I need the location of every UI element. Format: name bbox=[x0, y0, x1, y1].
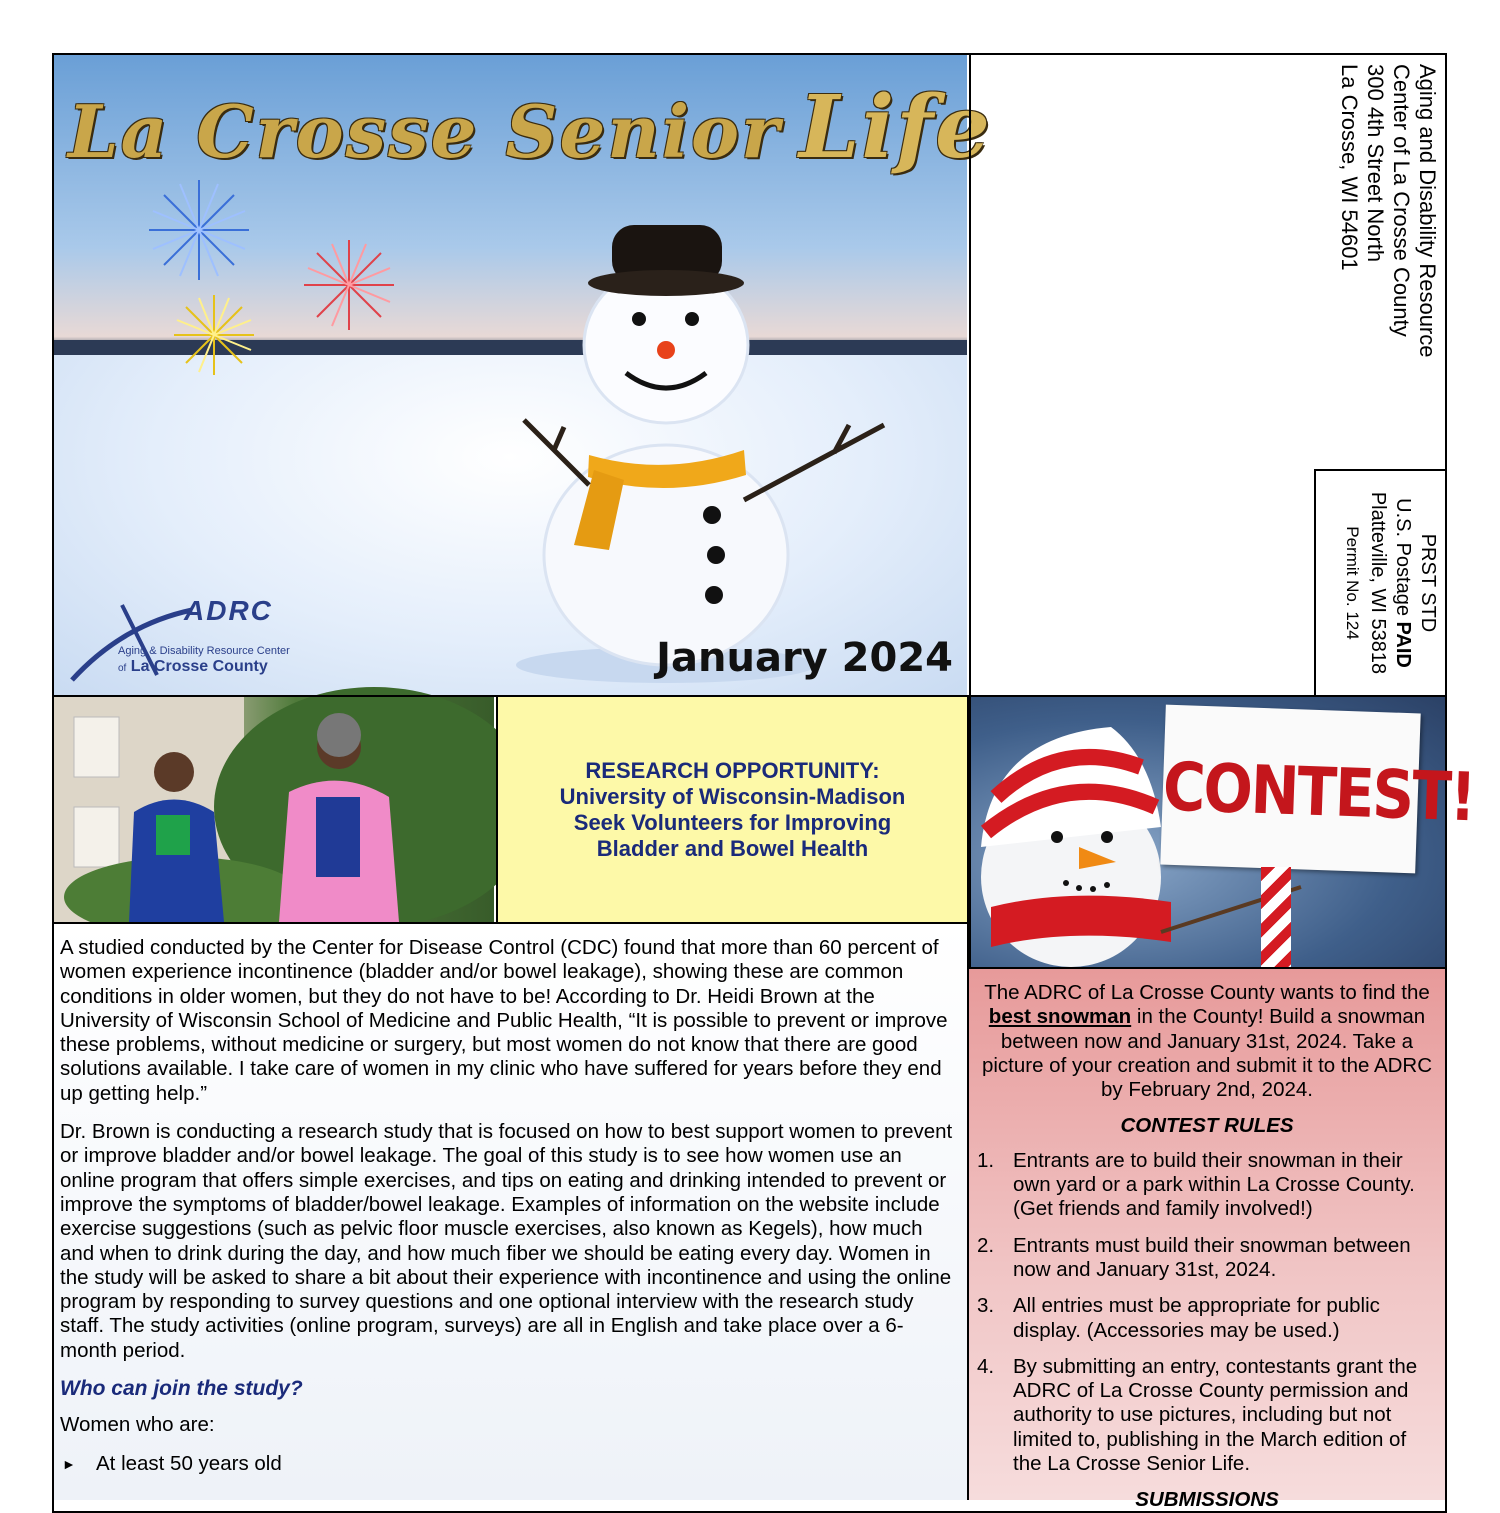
contest-intro-highlight: best snowman bbox=[988, 1005, 1132, 1029]
postage-line2-prefix: U.S. Postage bbox=[1392, 498, 1414, 616]
contest-rule bbox=[977, 1294, 1437, 1343]
firework-red bbox=[304, 240, 394, 330]
return-address-line3: 300 4th Street North bbox=[1363, 64, 1388, 263]
rule-number: 4. bbox=[977, 1354, 995, 1378]
research-heading-line1: RESEARCH OPPORTUNITY: bbox=[585, 757, 880, 783]
photo-women-walking bbox=[54, 697, 494, 922]
return-address-line4: La Crosse, WI 54601 bbox=[1337, 64, 1362, 271]
cover-photo-snowman bbox=[54, 55, 992, 695]
rule-text: Entrants are to build their snowman in their own yard or a park within La Crosse County. (Get friends and family involved!) bbox=[1013, 1148, 1415, 1221]
contest-panel bbox=[969, 969, 1445, 1512]
return-address-line1: Aging and Disability Resource bbox=[1415, 64, 1440, 358]
rule-number: 2. bbox=[977, 1233, 995, 1257]
contest-rule bbox=[977, 1149, 1437, 1222]
candy-cane-pole bbox=[1261, 867, 1291, 967]
firework-yellow bbox=[174, 295, 254, 375]
submissions-heading: SUBMISSIONS bbox=[1135, 1488, 1279, 1512]
contest-intro bbox=[977, 981, 1437, 1102]
snowman-illustration bbox=[494, 215, 854, 685]
postage-indicia bbox=[1340, 478, 1440, 688]
postage-line4: Permit No. 124 bbox=[1343, 526, 1362, 640]
snowman-eye-left bbox=[632, 312, 646, 326]
rule-text: All entries must be appropriate for public display. (Accessories may be used.) bbox=[1013, 1294, 1380, 1342]
masthead-title-accent: Life bbox=[799, 77, 992, 178]
carrot-nose bbox=[657, 341, 675, 359]
firework-blue bbox=[149, 180, 249, 280]
adrc-logo-county: La Crosse County bbox=[130, 658, 268, 675]
divider-h1 bbox=[54, 695, 1445, 697]
research-heading-box bbox=[496, 697, 967, 922]
research-heading-line2: University of Wisconsin-Madison bbox=[559, 783, 906, 809]
contest-intro-before: The ADRC of La Crosse County wants to find the bbox=[984, 981, 1430, 1004]
adrc-logo-line1: Aging & Disability Resource Center bbox=[118, 645, 290, 657]
rule-number: 3. bbox=[977, 1294, 995, 1318]
research-heading bbox=[560, 758, 906, 862]
article-paragraph-2: Dr. Brown is conducting a research study that is focused on how to best support women to prevent or improve bladder and/or bowel leakage. The goal of this study is to see how women use an online program that offers simple exercises, and tips on eating and drinking intended to prevent or improve the symptoms of bladder/bowel leakage. Examples of information on the website include exercise suggestions (such as pelvic floor muscle exercises, also known as Kegels), how much and when to drink during the day, and how much fiber we should be eating every day. Women in the study will be asked to share a bit about their experience with incontinence and using the online program by responding to survey questions and one optional interview with the research study staff. The study activities (online program, surveys) are all in English and take place over a 6-month period. bbox=[60, 1120, 953, 1362]
hat-brim bbox=[588, 270, 744, 296]
postage-line1: PRST STD bbox=[1417, 533, 1439, 633]
button-3 bbox=[705, 586, 723, 604]
article-paragraph-1: A studied conducted by the Center for Disease Control (CDC) found that more than 60 percent of women experience incontinence (bladder and/or bowel leakage), showing these are common conditions in older women, but they do not have to be! According to Dr. Heidi Brown at the University of Wisconsin School of Medicine and Public Health, “It is possible to prevent or improve these problems, without medicine or surgery, but most women do not know that there are good solutions available. I take care of women in my clinic who have suffered for years before they end up getting help.” bbox=[60, 936, 948, 1105]
rule-number: 1. bbox=[977, 1148, 995, 1172]
research-article bbox=[54, 924, 967, 1500]
contest-sign bbox=[1160, 705, 1476, 874]
masthead-title bbox=[68, 77, 992, 178]
contest-rule bbox=[977, 1355, 1437, 1476]
rule-text: By submitting an entry, contestants grant the ADRC of La Crosse County permission and authority to use pictures, including but not limited to, publishing in the March edition of the La Crosse Senior Life. bbox=[1013, 1354, 1418, 1476]
button-1 bbox=[703, 506, 721, 524]
button-2 bbox=[707, 546, 725, 564]
eligibility-bullet-1: ► At least 50 years old bbox=[60, 1452, 959, 1476]
contest-sign-text: CONTEST! bbox=[1161, 747, 1476, 837]
fireworks-illustration bbox=[114, 175, 404, 385]
postage-paid: PAID bbox=[1392, 621, 1414, 668]
eligibility-intro: Women who are: bbox=[60, 1413, 215, 1437]
rule-text: Entrants must build their snowman between now and January 31st, 2024. bbox=[1013, 1233, 1411, 1281]
contest-intro-after: in the County! Build a snowman between now and January 31st, 2024. Take a picture of your creation and submit it to the ADRC by February 2nd, 2024. bbox=[981, 1005, 1433, 1102]
adrc-logo-line2 bbox=[118, 658, 268, 676]
snowman-eye-right bbox=[685, 312, 699, 326]
research-heading-line4: Bladder and Bowel Health bbox=[596, 835, 869, 861]
research-heading-line3: Seek Volunteers for Improving bbox=[573, 809, 892, 835]
walking-women-illustration bbox=[54, 697, 494, 922]
contest-rules-heading: CONTEST RULES bbox=[1120, 1114, 1294, 1138]
adrc-logo-of: of bbox=[118, 663, 127, 674]
return-address-line2: Center of La Crosse County bbox=[1389, 64, 1414, 337]
postage-line3: Platteville, WI 53818 bbox=[1367, 491, 1389, 675]
masthead-title-main: La Crosse Senior bbox=[68, 89, 782, 174]
issue-date: January 2024 bbox=[656, 635, 953, 681]
contest-rule bbox=[977, 1234, 1437, 1283]
contest-rules-list bbox=[977, 1149, 1437, 1477]
postage-line2 bbox=[1390, 478, 1415, 688]
contest-photo bbox=[969, 697, 1476, 967]
adrc-logo-mark: ADRC bbox=[184, 595, 273, 626]
article-subheading: Who can join the study? bbox=[60, 1377, 303, 1401]
return-address bbox=[1336, 64, 1440, 358]
stick-arm-left bbox=[524, 420, 589, 485]
